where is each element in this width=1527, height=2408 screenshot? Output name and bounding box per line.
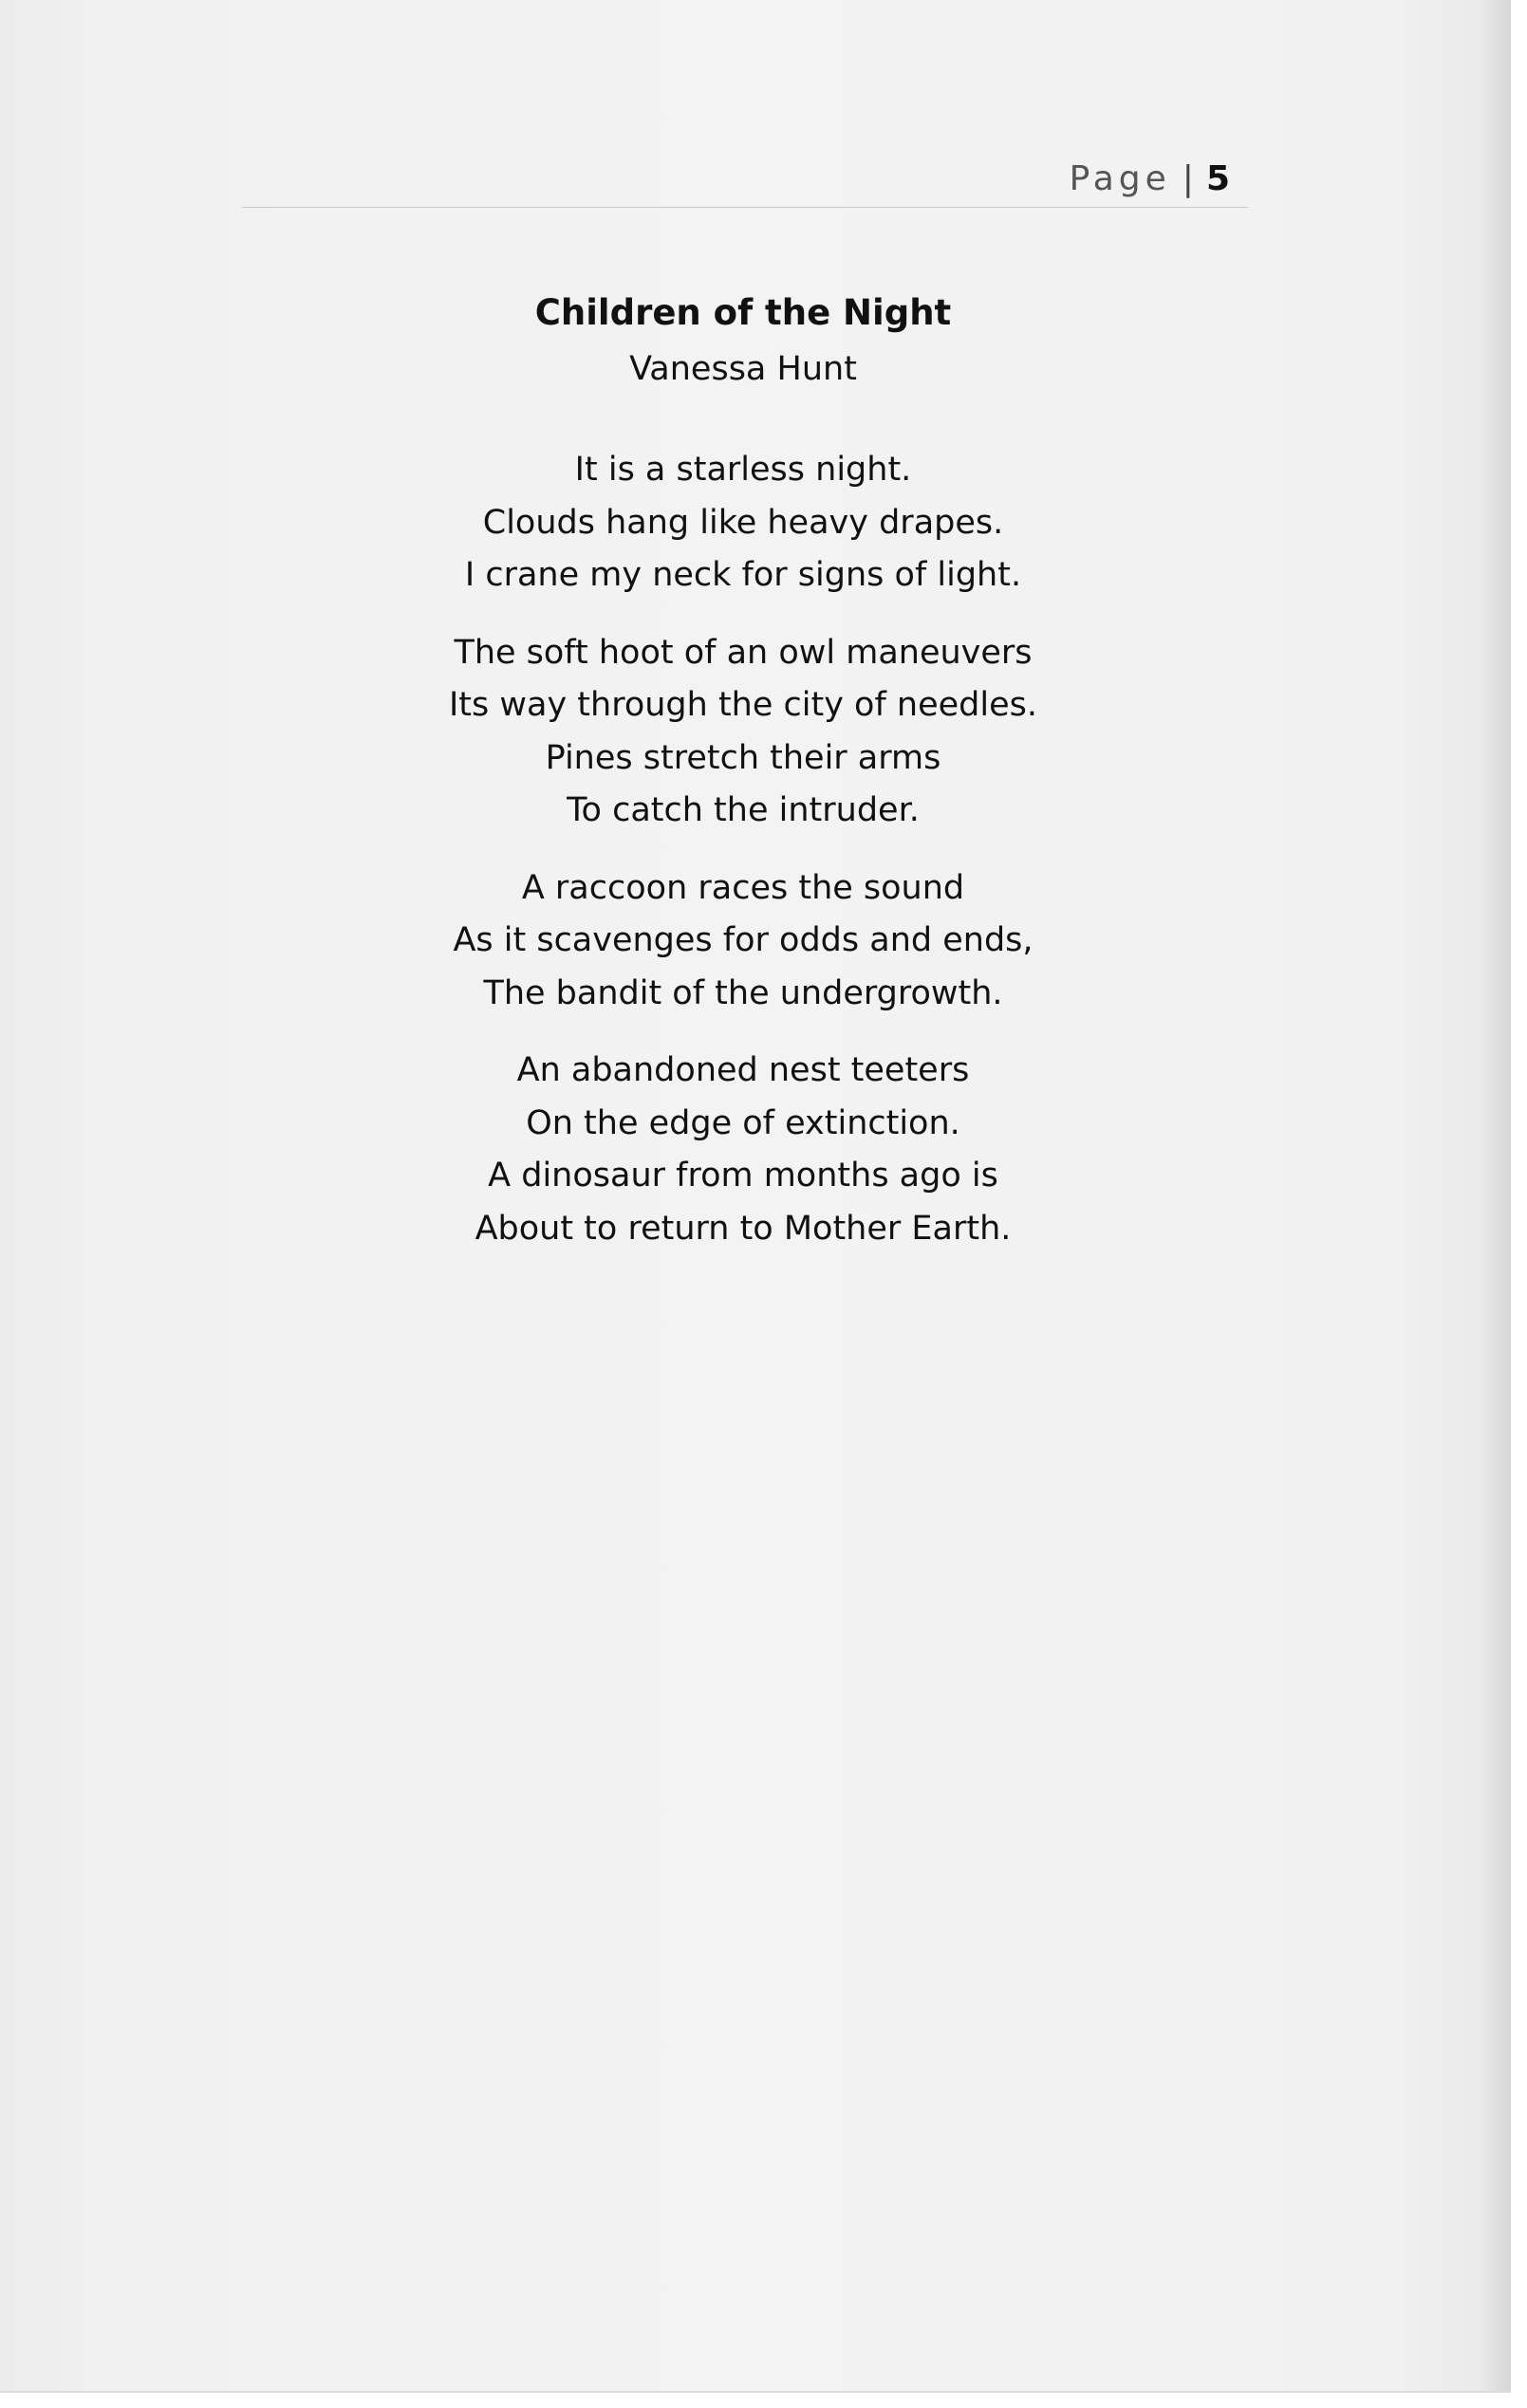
poem-line: It is a starless night.: [574, 451, 912, 489]
poem-line: About to return to Mother Earth.: [475, 1209, 1012, 1248]
stanza-4: [0, 1045, 1486, 1255]
page-separator: |: [1182, 159, 1195, 198]
poem-line: A dinosaur from months ago is: [488, 1157, 998, 1195]
poem-line: Pines stretch their arms: [545, 738, 941, 777]
poem-line: Clouds hang like heavy drapes.: [482, 503, 1004, 542]
poem-line: The bandit of the undergrowth.: [483, 973, 1003, 1012]
poem-line: To catch the intruder.: [567, 791, 920, 829]
page-number-header: [1070, 159, 1231, 198]
poem: [0, 281, 1486, 1280]
stanza-1: [0, 444, 1486, 602]
page-label: Page: [1069, 159, 1171, 198]
poem-line: As it scavenges for odds and ends,: [453, 921, 1034, 959]
poem-line: An abandoned nest teeters: [516, 1051, 970, 1089]
poem-line: A raccoon races the sound: [521, 868, 965, 907]
page-number: 5: [1205, 159, 1231, 198]
poem-line: The soft hoot of an owl maneuvers: [454, 633, 1033, 672]
poem-author: Vanessa Hunt: [629, 350, 857, 388]
poem-title: Children of the Night: [534, 292, 952, 333]
stanza-3: [0, 862, 1486, 1021]
poem-line: On the edge of extinction.: [526, 1103, 960, 1142]
stanza-2: [0, 627, 1486, 838]
header-rule: [242, 207, 1248, 208]
poem-line: Its way through the city of needles.: [448, 686, 1037, 724]
poem-line: I crane my neck for signs of light.: [464, 556, 1022, 594]
poem-body: [0, 444, 1486, 1255]
